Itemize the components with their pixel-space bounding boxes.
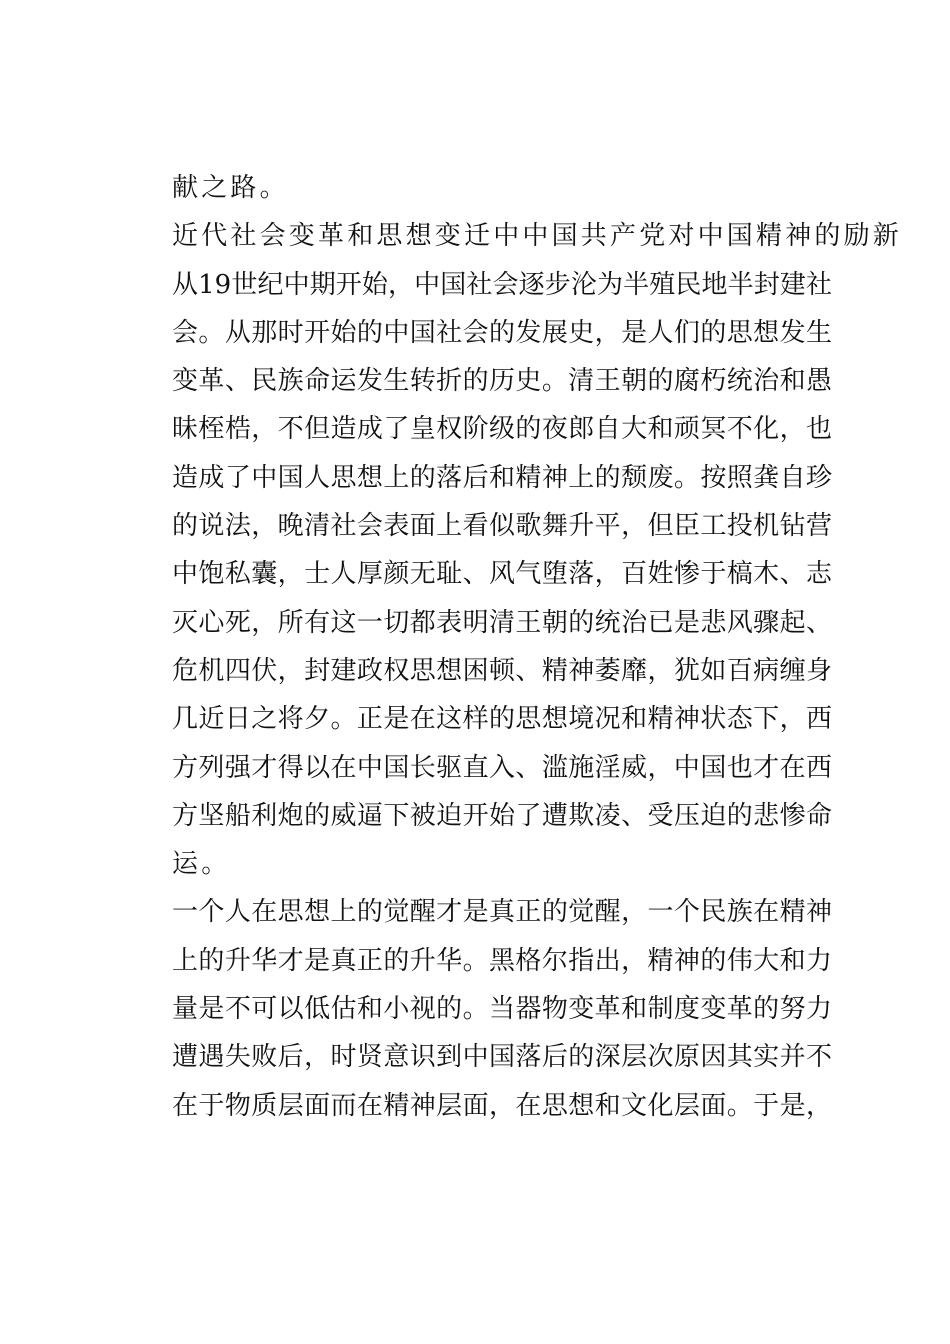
- text-line: 造成了中国人思想上的落后和精神上的颓废。按照龚自珍: [172, 462, 832, 493]
- text-line: 会。从那时开始的中国社会的发展史，是人们的思想发生: [172, 317, 832, 348]
- text-line: 变革、民族命运发生转折的历史。清王朝的腐朽统治和愚: [172, 366, 832, 397]
- text-line: 中饱私囊，士人厚颜无耻、风气堕落，百姓惨于槁木、志: [172, 559, 832, 590]
- text-line: 方坚船利炮的威逼下被迫开始了遭欺凌、受压迫的悲惨命: [172, 800, 832, 831]
- text-line: 危机四伏，封建政权思想困顿、精神萎靡，犹如百病缠身: [172, 655, 832, 686]
- text-line: 在于物质层面而在精神层面，在思想和文化层面。于是，: [172, 1090, 832, 1121]
- text-line: 方列强才得以在中国长驱直入、滥施淫威，中国也才在西: [172, 752, 832, 783]
- text-line: 灭心死，所有这一切都表明清王朝的统治已是悲风骤起、: [172, 607, 832, 638]
- text-line: 几近日之将夕。正是在这样的思想境况和精神状态下，西: [172, 704, 832, 735]
- text-line: 从19世纪中期开始，中国社会逐步沦为半殖民地半封建社: [172, 269, 832, 300]
- text-line: 运。: [172, 849, 231, 880]
- text-line: 遭遇失败后，时贤意识到中国落后的深层次原因其实并不: [172, 1042, 832, 1073]
- text-line: 一个人在思想上的觉醒才是真正的觉醒，一个民族在精神: [172, 897, 832, 928]
- text-line: 昧桎梏，不但造成了皇权阶级的夜郎自大和顽冥不化，也: [172, 414, 832, 445]
- section-heading: 近代社会变革和思想变迁中中国共产党对中国精神的励新: [172, 221, 903, 252]
- text-line: 量是不可以低估和小视的。当器物变革和制度变革的努力: [172, 994, 832, 1025]
- text-line: 献之路。: [172, 173, 289, 203]
- text-line: 上的升华才是真正的升华。黑格尔指出，精神的伟大和力: [172, 945, 832, 976]
- text-line: 的说法，晚清社会表面上看似歌舞升平，但臣工投机钻营: [172, 511, 832, 542]
- body-text: [172, 164, 903, 1130]
